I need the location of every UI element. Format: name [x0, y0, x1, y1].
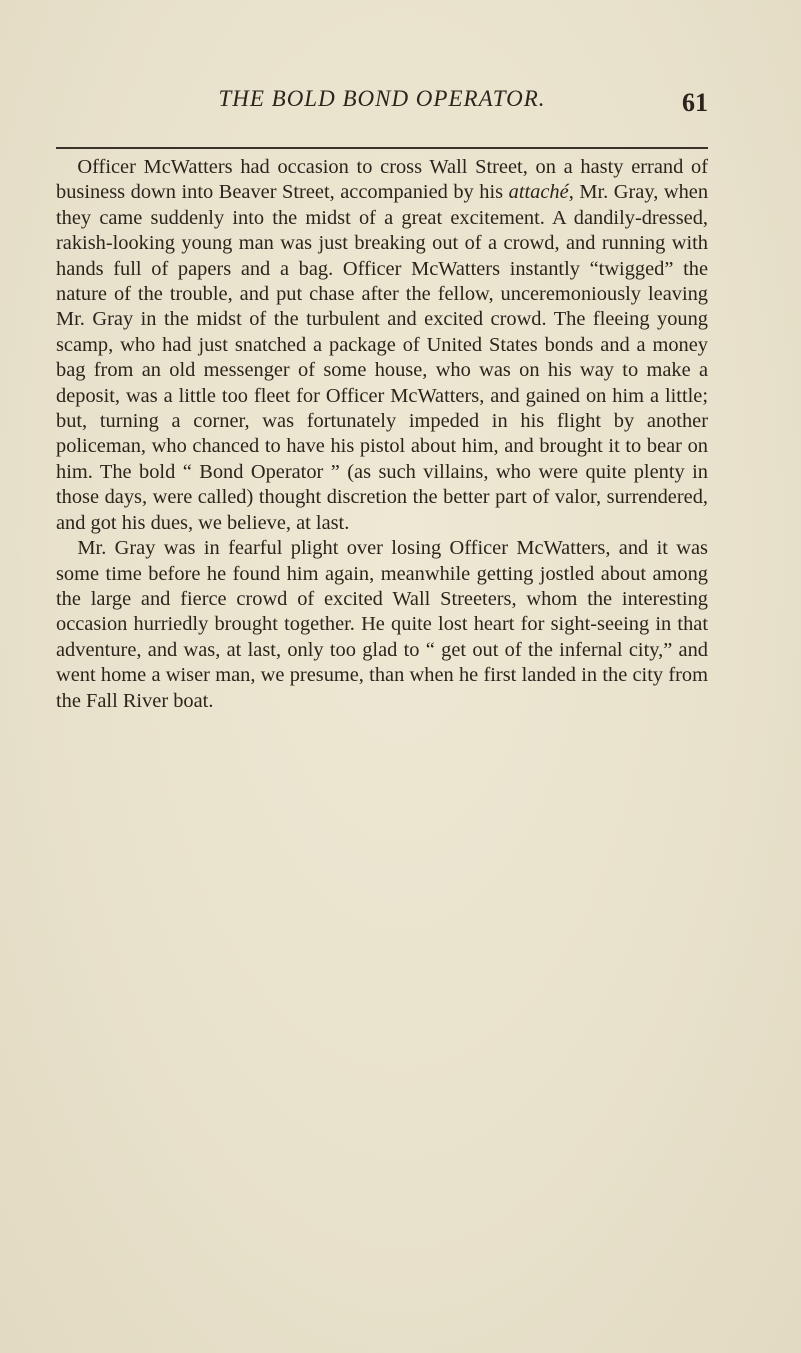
- paragraph-1: [56, 155, 708, 536]
- running-title: THE BOLD BOND OPERATOR.: [218, 86, 546, 111]
- header-rule: [56, 147, 708, 149]
- body-text: [56, 155, 708, 714]
- page-number: 61: [682, 88, 708, 117]
- paragraph-2: Mr. Gray was in fearful plight over losing Officer McWatters, and it was some time before he found him again, meanwhile getting jostled about among the large and fierce crowd of excited Wall Streeters, whom the interesting occasion hurriedly brought together. He quite lost heart for sight-seeing in that adventure, and was, at last, only too glad to “ get out of the infernal city,” and went home a wiser man, we presume, than when he first landed in the city from the Fall River boat.: [56, 537, 708, 712]
- running-head: [56, 78, 708, 118]
- paragraph-1-text-start: Officer McWatters had occasion to cross Wall Street, on a hasty errand of business down into Beaver Street, accompanied by his: [56, 156, 708, 204]
- italic-word: attaché: [508, 181, 569, 204]
- paragraph-1-text-end: , Mr. Gray, when they came suddenly into the midst of a great excitement. A dandily-dressed, rakish-looking young man was just breaking out of a crowd, and running with hands full of papers and a bag. Officer McWatters instantly “twigged” the nature of the trouble, and put chase after the fellow, unceremoniously leaving Mr. Gray in the midst of the turbulent and excited crowd. The fleeing young scamp, who had just snatched a package of United States bonds and a money bag from an old messenger of some house, who was on his way to make a deposit, was a little too fleet for Officer McWatters, and gained on him a little; but, turning a corner, was fortunately impeded in his flight by another policeman, who chanced to have his pistol about him, and brought it to bear on him. The bold “ Bond Operator ” (as such villains, who were quite plenty in those days, were called) thought discretion the better part of valor, surrendered, and got his dues, we believe, at last.: [56, 181, 709, 534]
